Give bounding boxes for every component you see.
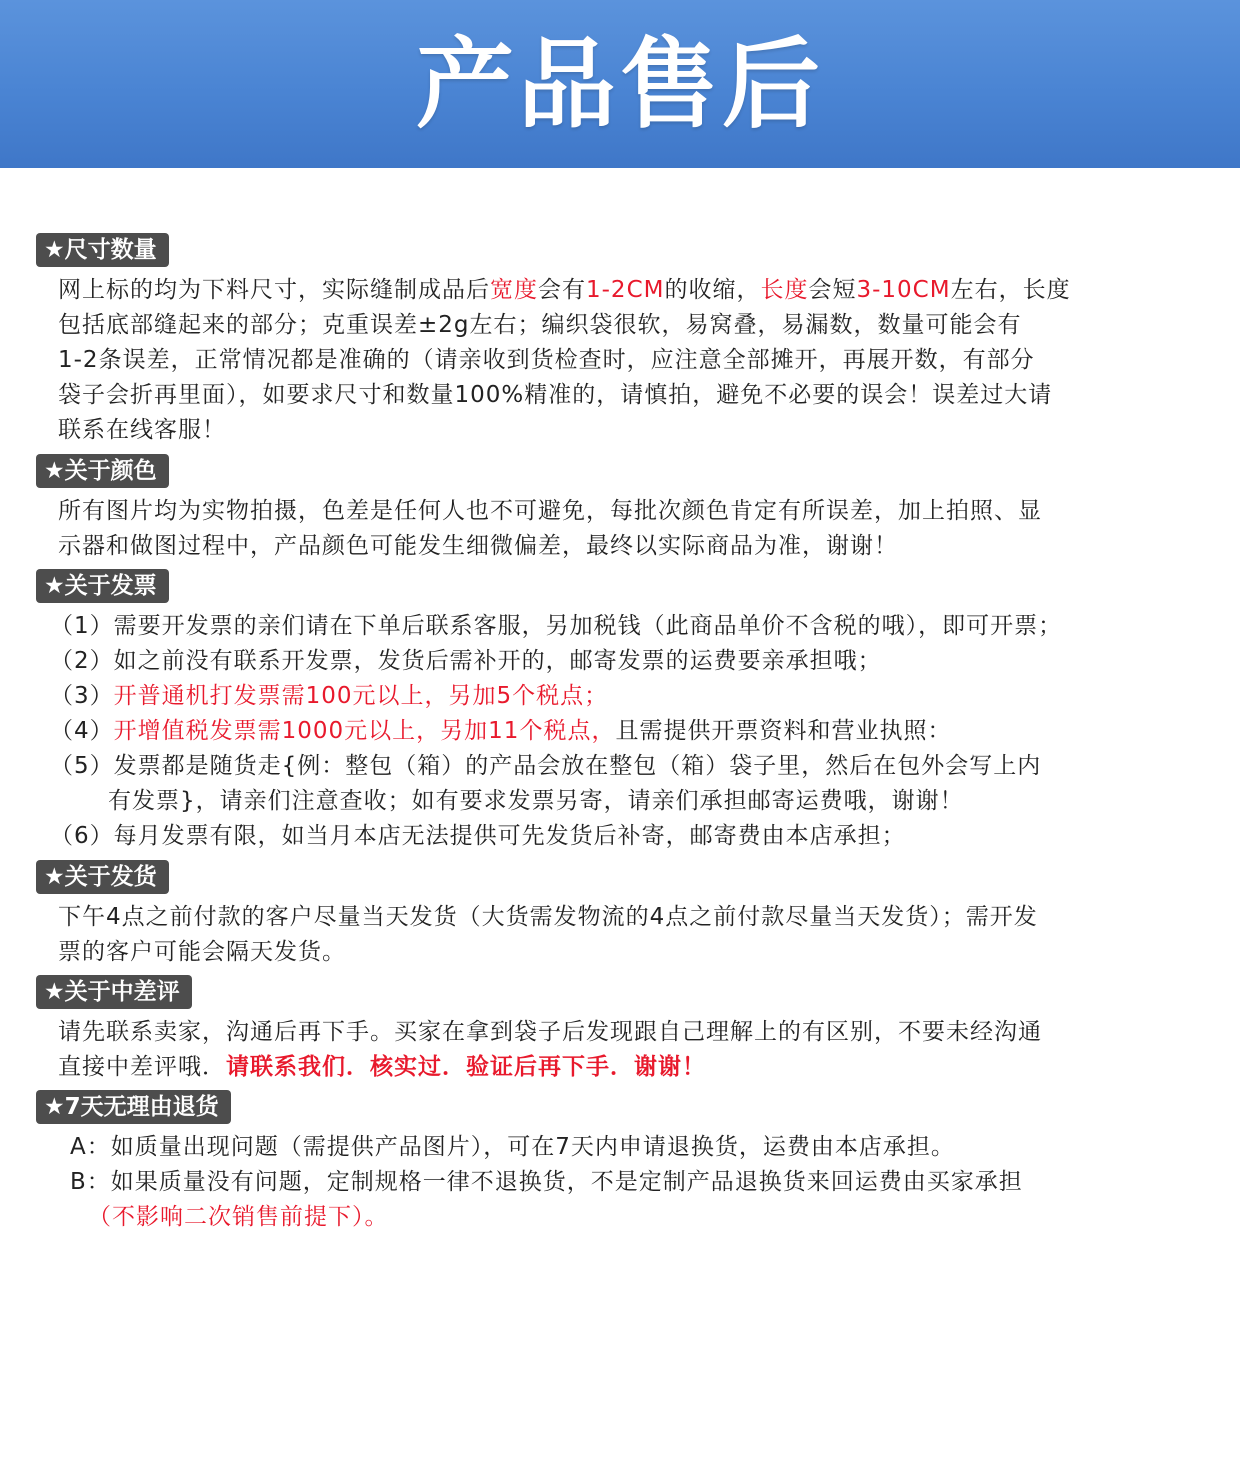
invoice-item-number: （4） [50,718,114,744]
page-title: 产品售后 [415,27,824,142]
invoice-line-1: （1）需要开发票的亲们请在下单后联系客服，另加税钱（此商品单价不含税的哦），即可开票； [50,613,1063,639]
shipping-line-1: 下午4点之前付款的客户尽量当天发货（大货需发物流的4点之前付款尽量当天发货）；需开发 [58,904,1038,930]
width-highlight: 宽度 [490,277,538,303]
invoice-line-4 [50,714,1190,749]
review-text: 直接中差评哦． [58,1054,226,1080]
shipping-line-2: 票的客户可能会隔天发货。 [58,939,346,965]
returns-line-2: B：如果质量没有问题，定制规格一律不退换货，不是定制产品退换货来回运费由买家承担 [70,1169,1023,1195]
review-line-1: 请先联系卖家，沟通后再下手。买家在拿到袋子后发现跟自己理解上的有区别，不要未经沟通 [58,1019,1042,1045]
header-banner [0,0,1240,168]
color-line-1: 所有图片均为实物拍摄，色差是任何人也不可避免，每批次颜色肯定有所误差，加上拍照、显 [58,498,1042,524]
section-tag-review: ★关于中差评 [36,975,192,1009]
section-body-color [58,494,1198,564]
review-line-2 [58,1050,1198,1085]
section-tag-size: ★尺寸数量 [36,233,169,267]
size-line-2: 包括底部缝起来的部分；克重误差±2g左右；编织袋很软，易窝叠，易漏数，数量可能会有 [58,312,1022,338]
size-line-1 [58,273,1198,308]
size-text: 左右，长度 [950,277,1071,303]
size-text: 的收缩， [664,277,761,303]
size-line-3: 1-2条误差，正常情况都是准确的（请亲收到货检查时，应注意全部摊开，再展开数，有部分 [58,347,1035,373]
size-line-5: 联系在线客服！ [58,417,226,443]
size-text: 网上标的均为下料尺寸，实际缝制成品后 [58,277,490,303]
section-tag-color: ★关于颜色 [36,454,169,488]
returns-line-3: （不影响二次销售前提下）。 [88,1204,389,1230]
invoice-normal-highlight: 开普通机打发票需100元以上，另加5个税点； [113,683,609,709]
size-text: 会短 [808,277,857,303]
length-highlight: 长度 [760,277,809,303]
invoice-line-7: （6）每月发票有限，如当月本店无法提供可先发货后补寄，邮寄费由本店承担； [50,823,906,849]
section-body-returns [70,1130,1210,1235]
review-highlight: 请联系我们．核实过．验证后再下手．谢谢！ [226,1054,706,1080]
invoice-line-5: （5）发票都是随货走{例：整包（箱）的产品会放在整包（箱）袋子里，然后在包外会写上内 [50,753,1042,779]
section-body-size [58,273,1198,448]
invoice-item-number: （3） [50,683,114,709]
size-line-4: 袋子会折再里面），如要求尺寸和数量100%精准的，请慎拍，避免不必要的误会！误差过大请 [58,382,1053,408]
length-shrink-value: 3-10CM [856,277,951,303]
invoice-line-3 [50,679,1190,714]
invoice-line-2: （2）如之前没有联系开发票，发货后需补开的，邮寄发票的运费要亲承担哦； [50,648,882,674]
color-line-2: 示器和做图过程中，产品颜色可能发生细微偏差，最终以实际商品为准，谢谢！ [58,533,898,559]
invoice-text: 且需提供开票资料和营业执照： [615,718,952,744]
invoice-vat-highlight: 开增值税发票需1000元以上，另加11个税点， [113,718,616,744]
width-shrink-value: 1-2CM [586,277,665,303]
section-tag-invoice: ★关于发票 [36,569,169,603]
section-tag-returns: ★7天无理由退货 [36,1090,231,1124]
invoice-line-6: 有发票}，请亲们注意查收；如有要求发票另寄，请亲们承担邮寄运费哦，谢谢！ [108,788,964,814]
size-text: 会有 [538,277,586,303]
section-body-shipping [58,900,1198,970]
section-body-invoice [50,609,1190,854]
section-tag-shipping: ★关于发货 [36,860,169,894]
section-body-review [58,1015,1198,1085]
returns-line-1: A：如质量出现问题（需提供产品图片），可在7天内申请退换货，运费由本店承担。 [70,1134,955,1160]
